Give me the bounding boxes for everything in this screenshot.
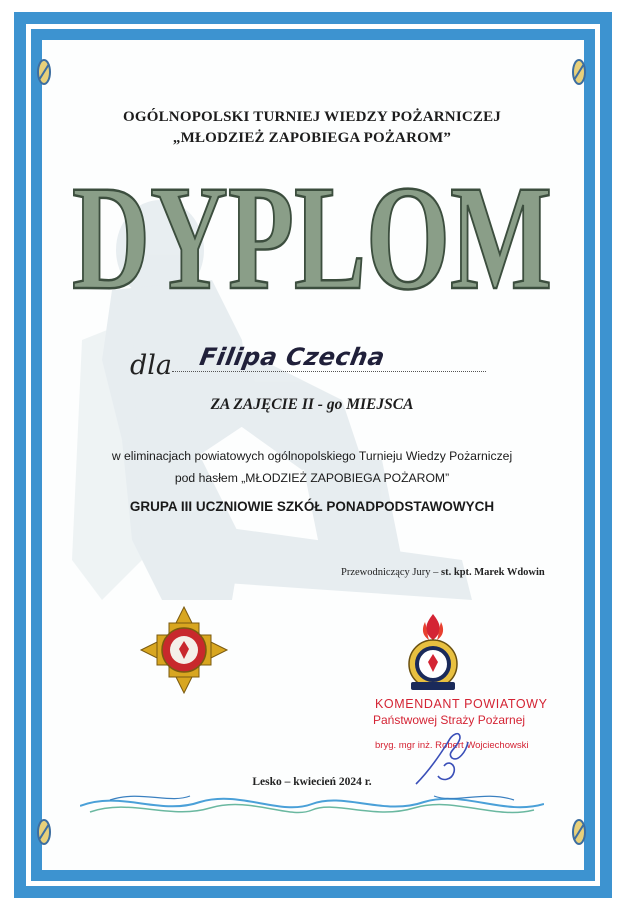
decorative-wave-ornament [80,786,544,822]
body-line-1: w eliminacjach powiatowych ogólnopolskiego Turnieju Wiedzy Pożarniczej [111,449,513,463]
footer-place-date: Lesko – kwiecień 2024 r. [252,776,372,788]
state-fire-service-emblem-icon [395,612,471,692]
header-line-1: OGÓLNOPOLSKI TURNIEJ WIEDZY POŻARNICZEJ [122,109,501,125]
diploma-title [60,160,564,300]
corner-ornament-icon [571,818,587,846]
group-line: GRUPA III UCZNIOWIE SZKÓŁ PONADPODSTAWOWYCH [129,499,495,514]
corner-ornament-icon [36,58,52,86]
stamp-line-2: Państwowej Straży Pożarnej [373,713,526,727]
corner-ornament-icon [36,818,52,846]
award-line: ZA ZAJĘCIE II - go MIEJSCA [210,396,414,413]
fire-cross-emblem-icon [139,605,229,695]
recipient-prefix: dla [130,350,173,381]
corner-ornament-icon [571,58,587,86]
stamp-line-1: KOMENDANT POWIATOWY [375,697,548,711]
stamp-line-3: bryg. mgr inż. Robert Wojciechowski [375,740,529,751]
body-line-2: pod hasłem „MŁODZIEŻ ZAPOBIEGA POŻAROM” [174,471,450,485]
jury-line [341,567,545,578]
header-line-2: „MŁODZIEŻ ZAPOBIEGA POŻAROM” [172,130,452,146]
jury-label: Przewodniczący Jury – [341,567,439,578]
jury-name: st. kpt. Marek Wdowin [441,567,545,578]
recipient-name: Filipa Czecha [197,343,388,371]
name-dotted-line [172,371,486,372]
title-text: DYPLOM [72,160,552,300]
